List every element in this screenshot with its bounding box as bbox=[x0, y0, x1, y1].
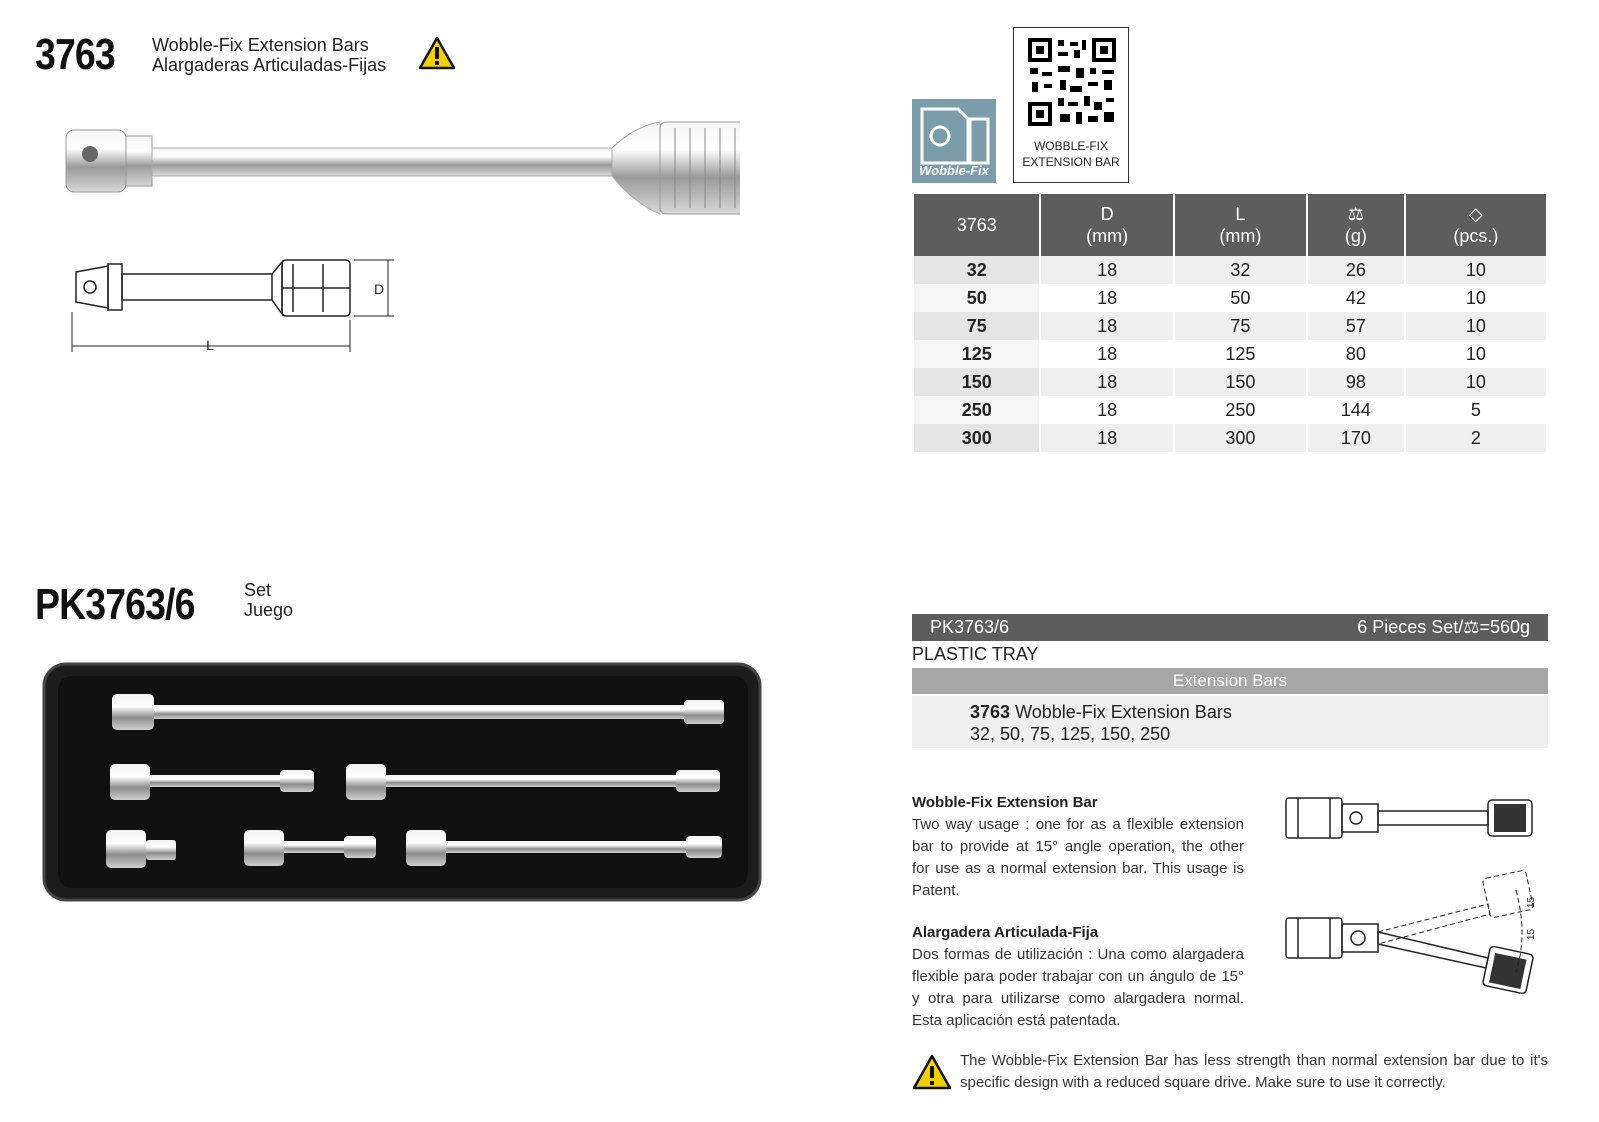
qr-card[interactable] bbox=[1013, 27, 1129, 183]
tray-photo bbox=[38, 660, 768, 908]
table-row: 250 18 250 144 5 bbox=[914, 396, 1546, 424]
description-en bbox=[912, 792, 1244, 902]
warning-icon bbox=[912, 1054, 952, 1090]
qr-code-icon bbox=[1028, 38, 1116, 126]
wobble-fix-badge bbox=[912, 99, 996, 183]
extension-bar-photo bbox=[60, 118, 740, 228]
set-header-bar bbox=[912, 614, 1548, 641]
table-row: 125 18 125 80 10 bbox=[914, 340, 1546, 368]
set-label-es: Juego bbox=[244, 600, 294, 620]
set-code: PK3763/6 bbox=[35, 580, 195, 629]
product-name-en: Wobble-Fix Extension Bars bbox=[152, 35, 369, 55]
content-item-code: 3763 bbox=[970, 702, 1011, 722]
set-label-en: Set bbox=[244, 580, 272, 600]
description-text-en: Two way usage : one for as a flexible extension bar to provide at 15° angle operation, the other for use as a normal extension bar. This usage is Patent. bbox=[912, 816, 1244, 899]
table-row: 50 18 50 42 10 bbox=[914, 284, 1546, 312]
spec-header-row bbox=[914, 194, 1546, 256]
qr-caption-1: WOBBLE-FIX bbox=[1033, 139, 1108, 153]
set-contents bbox=[912, 696, 1548, 748]
content-item-sizes: 32, 50, 75, 125, 150, 250 bbox=[970, 724, 1171, 744]
header-length: L (mm) bbox=[1175, 194, 1306, 256]
description-title-es: Alargadera Articulada-Fija bbox=[912, 924, 1099, 941]
content-item-name: Wobble-Fix Extension Bars bbox=[1015, 702, 1232, 722]
wobble-fix-label: Wobble-Fix bbox=[919, 163, 989, 178]
dimension-drawing bbox=[68, 252, 408, 360]
set-bar-weight: 6 Pieces Set/⚖=560g bbox=[1357, 617, 1530, 637]
dim-d-label: D bbox=[374, 281, 385, 297]
usage-diagram bbox=[1282, 790, 1552, 1016]
dim-l-label: L bbox=[206, 337, 214, 353]
product-name-es: Alargaderas Articuladas-Fijas bbox=[152, 55, 387, 75]
header-diameter: D (mm) bbox=[1041, 194, 1172, 256]
set-bar-code: PK3763/6 bbox=[930, 617, 1010, 637]
warning-text: The Wobble-Fix Extension Bar has less strength than normal extension bar due to it's specific design with a reduced square drive. Make sure to use it correctly. bbox=[960, 1052, 1548, 1091]
warning-icon bbox=[418, 36, 456, 70]
product-code: 3763 bbox=[35, 30, 115, 79]
table-row: 150 18 150 98 10 bbox=[914, 368, 1546, 396]
table-row: 75 18 75 57 10 bbox=[914, 312, 1546, 340]
description-text-es: Dos formas de utilización : Una como alargadera flexible para poder trabajar con un ángulo de 15° y otra para utilizarse como alargadera normal. Esta aplicación está patentada. bbox=[912, 946, 1244, 1029]
qr-caption-2: EXTENSION BAR bbox=[1022, 155, 1120, 169]
header-code: 3763 bbox=[914, 194, 1039, 256]
header-weight: ⚖ (g) bbox=[1308, 194, 1404, 256]
angle-label-lower: 15 bbox=[1526, 928, 1537, 940]
description-es bbox=[912, 922, 1244, 1032]
table-row: 300 18 300 170 2 bbox=[914, 424, 1546, 452]
description-title-en: Wobble-Fix Extension Bar bbox=[912, 794, 1098, 811]
section-bar: Extension Bars bbox=[912, 668, 1548, 694]
angle-label-upper: 15 bbox=[1526, 896, 1537, 908]
table-row: 32 18 32 26 10 bbox=[914, 256, 1546, 284]
tray-label: PLASTIC TRAY bbox=[912, 644, 1039, 664]
header-pieces: ◇ (pcs.) bbox=[1406, 194, 1546, 256]
box-icon: ◇ bbox=[1468, 204, 1483, 224]
weight-scale-icon: ⚖ bbox=[1347, 204, 1364, 224]
spec-table bbox=[912, 194, 1548, 452]
